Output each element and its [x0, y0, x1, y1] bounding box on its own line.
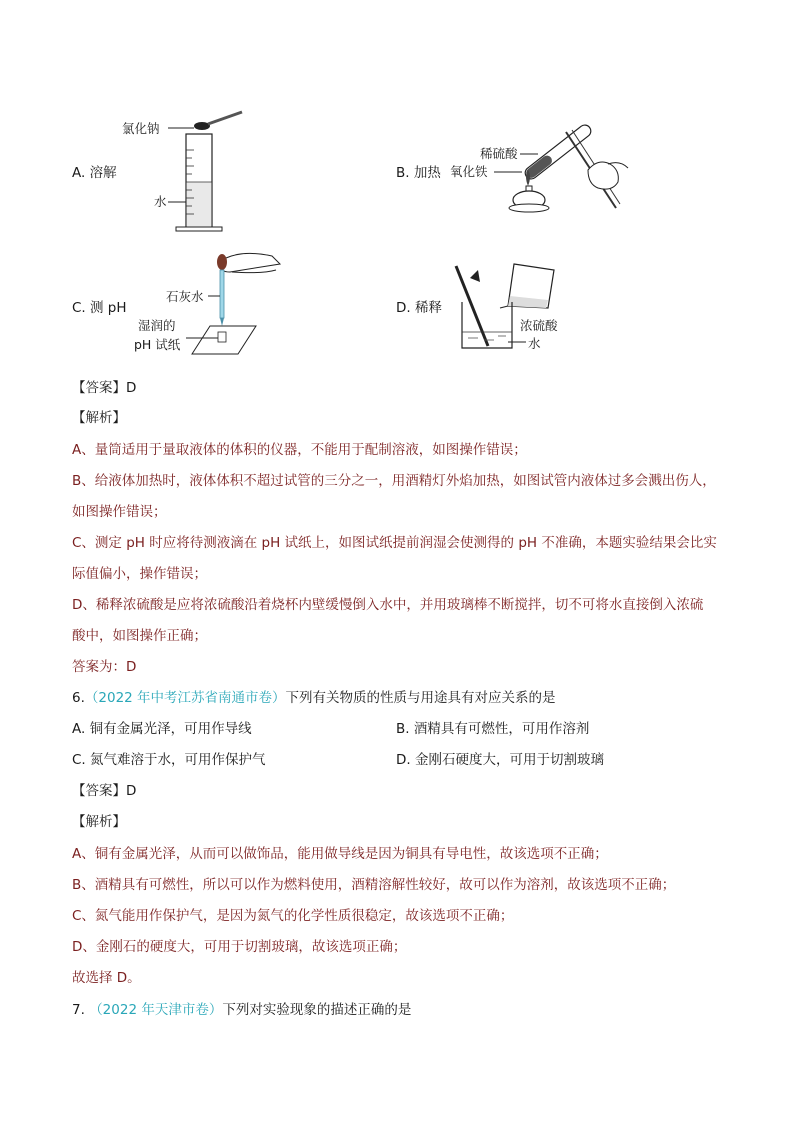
- q6-analysis-title: 【解析】: [72, 814, 126, 830]
- figure-c-ph-test: [132, 246, 292, 358]
- q6-analysis-line: B、酒精具有可燃性，所以可以作为燃料使用，酒精溶解性较好，故可以作为溶剂，故该选项不正确；: [72, 877, 676, 893]
- q6-analysis-line: A、铜有金属光泽，从而可以做饰品，能用做导线是因为铜具有导电性，故该选项不正确；: [72, 846, 608, 862]
- spoon-icon: [194, 122, 210, 130]
- dropper-bulb-icon: [217, 254, 227, 270]
- arrow-icon: [470, 270, 480, 282]
- question-number: 7.: [72, 1002, 85, 1018]
- q5-analysis-line: 际值偏小，操作错误；: [72, 566, 207, 582]
- label-water-a: 水: [154, 194, 167, 209]
- question-7: [72, 998, 411, 1018]
- dropper-icon: [220, 270, 224, 318]
- option-d-label: D. 稀释: [396, 300, 442, 316]
- q5-analysis-line: A、量筒适用于量取液体的体积的仪器，不能用于配制溶液，如图操作错误；: [72, 442, 527, 458]
- q6-answer: 【答案】D: [72, 783, 137, 799]
- question-source: （2022 年中考江苏省南通市卷）: [84, 690, 286, 706]
- question-stem: 下列有关物质的性质与用途具有对应关系的是: [285, 690, 556, 706]
- figure-b-heating: [448, 112, 638, 222]
- option-c-label: C. 测 pH: [72, 300, 127, 316]
- option-a-label: A. 溶解: [72, 165, 117, 181]
- q5-analysis-line: C、测定 pH 时应将待测液滴在 pH 试纸上，如图试纸提前润湿会使测得的 pH 不准确，本题实验结果会比实: [72, 535, 717, 551]
- label-ph-paper: pH 试纸: [134, 337, 181, 352]
- q6-option-c: C. 氮气难溶于水，可用作保护气: [72, 752, 266, 768]
- q6-option-d: D. 金刚石硬度大，可用于切割玻璃: [396, 752, 604, 768]
- q5-answer: 【答案】D: [72, 380, 137, 396]
- figure-a-dissolve: [110, 100, 290, 240]
- label-dilute-sulfuric-acid: 稀硫酸: [480, 146, 518, 161]
- label-wet: 湿润的: [138, 318, 176, 333]
- question-6: [72, 686, 556, 706]
- label-sodium-chloride: 氯化钠: [122, 121, 160, 136]
- ph-paper-icon: [218, 332, 226, 342]
- q5-final-answer: 答案为：D: [72, 659, 137, 675]
- label-water-d: 水: [528, 336, 541, 351]
- label-iron-oxide: 氧化铁: [450, 164, 488, 179]
- label-limewater: 石灰水: [166, 289, 204, 304]
- q5-analysis-line: 酸中，如图操作正确；: [72, 628, 207, 644]
- q6-option-a: A. 铜有金属光泽，可用作导线: [72, 721, 252, 737]
- figure-d-dilution: [448, 258, 578, 358]
- label-concentrated-sulfuric-acid: 浓硫酸: [520, 318, 558, 333]
- q6-option-b: B. 酒精具有可燃性，可用作溶剂: [396, 721, 590, 737]
- question-source: （2022 年天津市卷）: [89, 1002, 223, 1018]
- q6-analysis-line: C、氮气能用作保护气，是因为氮气的化学性质很稳定，故该选项不正确；: [72, 908, 514, 924]
- q5-analysis-line: 如图操作错误；: [72, 504, 167, 520]
- q6-final-answer: 故选择 D。: [72, 970, 141, 986]
- question-number: 6.: [72, 690, 85, 706]
- hand-icon: [588, 162, 618, 189]
- q5-analysis-line: B、给液体加热时，液体体积不超过试管的三分之一，用酒精灯外焰加热，如图试管内液体过多会溅出伤人，: [72, 473, 716, 489]
- q5-analysis-line: D、稀释浓硫酸是应将浓硫酸沿着烧杯内壁缓慢倒入水中，并用玻璃棒不断搅拌，切不可将水直接倒入浓硫: [72, 597, 704, 613]
- hand-icon: [222, 253, 280, 272]
- option-b-label: B. 加热: [396, 165, 441, 181]
- q6-analysis-line: D、金刚石的硬度大，可用于切割玻璃，故该选项正确；: [72, 939, 407, 955]
- question-stem: 下列对实验现象的描述正确的是: [222, 1002, 412, 1018]
- q5-analysis-title: 【解析】: [72, 410, 126, 426]
